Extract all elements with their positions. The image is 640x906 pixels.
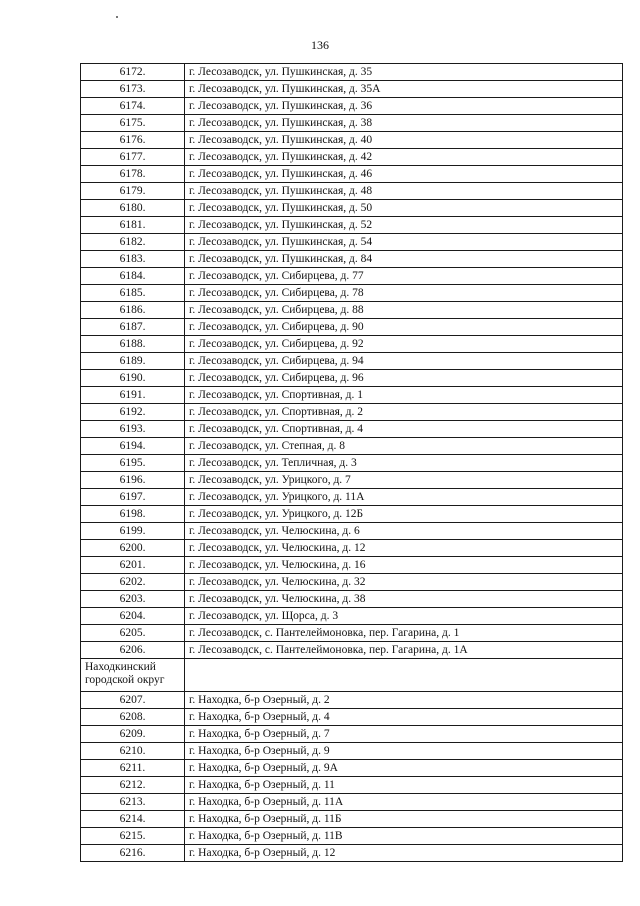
- page-number: 136: [311, 38, 329, 52]
- row-address: г. Лесозаводск, ул. Степная, д. 8: [185, 438, 623, 455]
- table-row: [81, 811, 623, 828]
- table-row: [81, 387, 623, 404]
- row-number: 6181.: [81, 217, 185, 234]
- row-address: г. Лесозаводск, ул. Тепличная, д. 3: [185, 455, 623, 472]
- table-row: [81, 726, 623, 743]
- row-address: г. Находка, б-р Озерный, д. 9А: [185, 760, 623, 777]
- table-row: [81, 709, 623, 726]
- table-row: [81, 319, 623, 336]
- section-address-cell: [185, 659, 623, 692]
- table-row: [81, 777, 623, 794]
- row-address: г. Находка, б-р Озерный, д. 11: [185, 777, 623, 794]
- row-number: 6194.: [81, 438, 185, 455]
- table-row: [81, 353, 623, 370]
- row-number: 6187.: [81, 319, 185, 336]
- row-number: 6205.: [81, 625, 185, 642]
- row-address: г. Лесозаводск, ул. Сибирцева, д. 90: [185, 319, 623, 336]
- row-number: 6190.: [81, 370, 185, 387]
- row-address: г. Находка, б-р Озерный, д. 9: [185, 743, 623, 760]
- table-row: [81, 828, 623, 845]
- row-number: 6201.: [81, 557, 185, 574]
- row-address: г. Лесозаводск, ул. Челюскина, д. 16: [185, 557, 623, 574]
- scan-speck: [116, 16, 118, 18]
- row-address: г. Находка, б-р Озерный, д. 11Б: [185, 811, 623, 828]
- row-address: г. Лесозаводск, ул. Сибирцева, д. 94: [185, 353, 623, 370]
- row-address: г. Лесозаводск, ул. Пушкинская, д. 36: [185, 98, 623, 115]
- row-address: г. Лесозаводск, ул. Челюскина, д. 38: [185, 591, 623, 608]
- row-number: 6195.: [81, 455, 185, 472]
- row-number: 6196.: [81, 472, 185, 489]
- row-number: 6216.: [81, 845, 185, 862]
- row-address: г. Лесозаводск, с. Пантелеймоновка, пер. Гагарина, д. 1: [185, 625, 623, 642]
- section-title: Находкинский городской округ: [81, 659, 185, 692]
- table-row: [81, 557, 623, 574]
- row-number: 6176.: [81, 132, 185, 149]
- table-row: [81, 149, 623, 166]
- table-row: [81, 506, 623, 523]
- table-row: [81, 574, 623, 591]
- row-address: г. Лесозаводск, ул. Спортивная, д. 1: [185, 387, 623, 404]
- row-number: 6172.: [81, 64, 185, 81]
- row-number: 6179.: [81, 183, 185, 200]
- table-row: [81, 115, 623, 132]
- table-row: [81, 404, 623, 421]
- row-address: г. Лесозаводск, ул. Сибирцева, д. 92: [185, 336, 623, 353]
- table-row: [81, 285, 623, 302]
- row-number: 6202.: [81, 574, 185, 591]
- table-row: [81, 845, 623, 862]
- row-address: г. Лесозаводск, ул. Челюскина, д. 32: [185, 574, 623, 591]
- row-number: 6189.: [81, 353, 185, 370]
- row-address: г. Лесозаводск, ул. Щорса, д. 3: [185, 608, 623, 625]
- row-address: г. Лесозаводск, с. Пантелеймоновка, пер. Гагарина, д. 1А: [185, 642, 623, 659]
- table-row: [81, 183, 623, 200]
- row-address: г. Лесозаводск, ул. Пушкинская, д. 46: [185, 166, 623, 183]
- table-row: [81, 234, 623, 251]
- table-row: [81, 81, 623, 98]
- row-number: 6175.: [81, 115, 185, 132]
- row-number: 6211.: [81, 760, 185, 777]
- table-row: [81, 98, 623, 115]
- row-number: 6212.: [81, 777, 185, 794]
- row-number: 6178.: [81, 166, 185, 183]
- row-address: г. Лесозаводск, ул. Пушкинская, д. 40: [185, 132, 623, 149]
- row-address: г. Находка, б-р Озерный, д. 11А: [185, 794, 623, 811]
- table-section-header: [81, 659, 623, 692]
- table-row: [81, 438, 623, 455]
- table-row: [81, 760, 623, 777]
- table-row: [81, 268, 623, 285]
- table-body-nakhodka: [81, 692, 623, 862]
- row-address: г. Лесозаводск, ул. Сибирцева, д. 77: [185, 268, 623, 285]
- table-row: [81, 625, 623, 642]
- row-number: 6207.: [81, 692, 185, 709]
- row-address: г. Находка, б-р Озерный, д. 12: [185, 845, 623, 862]
- row-number: 6208.: [81, 709, 185, 726]
- row-number: 6182.: [81, 234, 185, 251]
- row-number: 6177.: [81, 149, 185, 166]
- row-address: г. Лесозаводск, ул. Пушкинская, д. 84: [185, 251, 623, 268]
- row-address: г. Лесозаводск, ул. Пушкинская, д. 35А: [185, 81, 623, 98]
- table-row: [81, 166, 623, 183]
- row-address: г. Лесозаводск, ул. Сибирцева, д. 78: [185, 285, 623, 302]
- table-row: [81, 523, 623, 540]
- row-number: 6204.: [81, 608, 185, 625]
- row-number: 6198.: [81, 506, 185, 523]
- section-row: [81, 659, 623, 692]
- table-row: [81, 302, 623, 319]
- table-row: [81, 591, 623, 608]
- table-row: [81, 64, 623, 81]
- row-number: 6209.: [81, 726, 185, 743]
- table-row: [81, 489, 623, 506]
- table-row: [81, 132, 623, 149]
- row-number: 6191.: [81, 387, 185, 404]
- row-address: г. Лесозаводск, ул. Пушкинская, д. 48: [185, 183, 623, 200]
- row-address: г. Лесозаводск, ул. Сибирцева, д. 96: [185, 370, 623, 387]
- row-address: г. Лесозаводск, ул. Пушкинская, д. 54: [185, 234, 623, 251]
- row-address: г. Находка, б-р Озерный, д. 7: [185, 726, 623, 743]
- row-number: 6183.: [81, 251, 185, 268]
- table-body-lesozavodsk: [81, 64, 623, 659]
- row-number: 6193.: [81, 421, 185, 438]
- row-number: 6186.: [81, 302, 185, 319]
- row-address: г. Лесозаводск, ул. Челюскина, д. 12: [185, 540, 623, 557]
- row-number: 6174.: [81, 98, 185, 115]
- row-address: г. Лесозаводск, ул. Пушкинская, д. 42: [185, 149, 623, 166]
- row-number: 6206.: [81, 642, 185, 659]
- row-number: 6185.: [81, 285, 185, 302]
- row-address: г. Лесозаводск, ул. Пушкинская, д. 35: [185, 64, 623, 81]
- table-row: [81, 455, 623, 472]
- row-address: г. Находка, б-р Озерный, д. 4: [185, 709, 623, 726]
- row-number: 6203.: [81, 591, 185, 608]
- row-address: г. Лесозаводск, ул. Пушкинская, д. 38: [185, 115, 623, 132]
- row-address: г. Лесозаводск, ул. Пушкинская, д. 50: [185, 200, 623, 217]
- row-number: 6180.: [81, 200, 185, 217]
- table-row: [81, 336, 623, 353]
- table-row: [81, 217, 623, 234]
- row-address: г. Лесозаводск, ул. Спортивная, д. 4: [185, 421, 623, 438]
- row-address: г. Лесозаводск, ул. Урицкого, д. 12Б: [185, 506, 623, 523]
- row-number: 6192.: [81, 404, 185, 421]
- row-number: 6184.: [81, 268, 185, 285]
- table-row: [81, 370, 623, 387]
- row-number: 6188.: [81, 336, 185, 353]
- row-number: 6173.: [81, 81, 185, 98]
- address-table: [80, 63, 623, 862]
- row-address: г. Лесозаводск, ул. Челюскина, д. 6: [185, 523, 623, 540]
- table-row: [81, 692, 623, 709]
- row-address: г. Лесозаводск, ул. Урицкого, д. 7: [185, 472, 623, 489]
- table-row: [81, 251, 623, 268]
- table-row: [81, 608, 623, 625]
- row-number: 6214.: [81, 811, 185, 828]
- table-row: [81, 794, 623, 811]
- row-number: 6199.: [81, 523, 185, 540]
- table-row: [81, 200, 623, 217]
- row-number: 6197.: [81, 489, 185, 506]
- table-row: [81, 642, 623, 659]
- row-address: г. Лесозаводск, ул. Пушкинская, д. 52: [185, 217, 623, 234]
- row-address: г. Находка, б-р Озерный, д. 2: [185, 692, 623, 709]
- table-row: [81, 743, 623, 760]
- row-address: г. Лесозаводск, ул. Спортивная, д. 2: [185, 404, 623, 421]
- row-number: 6213.: [81, 794, 185, 811]
- row-address: г. Находка, б-р Озерный, д. 11В: [185, 828, 623, 845]
- table-row: [81, 421, 623, 438]
- table-row: [81, 472, 623, 489]
- row-number: 6200.: [81, 540, 185, 557]
- row-number: 6215.: [81, 828, 185, 845]
- row-address: г. Лесозаводск, ул. Сибирцева, д. 88: [185, 302, 623, 319]
- row-number: 6210.: [81, 743, 185, 760]
- table-row: [81, 540, 623, 557]
- row-address: г. Лесозаводск, ул. Урицкого, д. 11А: [185, 489, 623, 506]
